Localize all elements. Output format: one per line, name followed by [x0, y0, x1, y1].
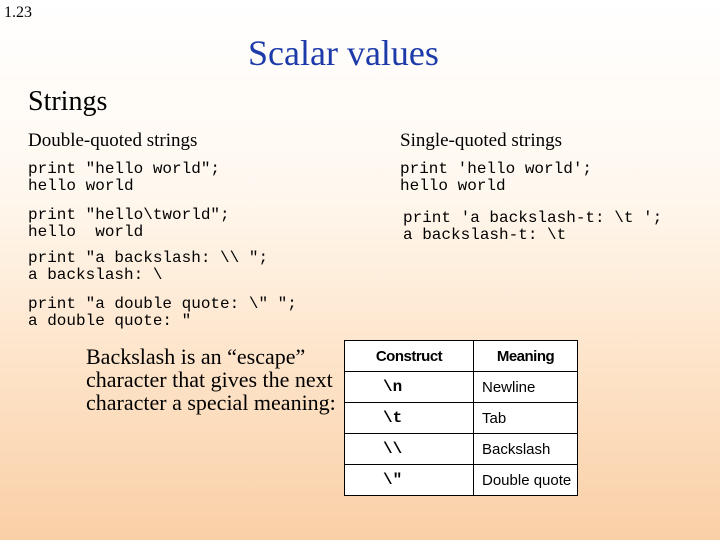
construct-cell: \n [345, 372, 474, 403]
output-line: a backslash-t: \t [403, 226, 567, 244]
construct-cell: \t [345, 403, 474, 434]
output-line: a backslash: \ [28, 266, 163, 284]
code-line: print "a double quote: \" "; [28, 295, 297, 313]
code-line: print 'a backslash-t: \t '; [403, 209, 663, 227]
output-line: hello world [28, 223, 144, 241]
escape-table [344, 340, 578, 496]
slide-title: Scalar values [248, 33, 439, 73]
table-row [345, 403, 578, 434]
escape-note: Backslash is an “escape” character that gives the next character a special meaning: [86, 344, 336, 415]
construct-header: Construct [345, 341, 474, 372]
output-line: hello world [28, 177, 134, 195]
meaning-cell: Tab [474, 403, 578, 434]
code-line: print 'hello world'; [400, 160, 593, 178]
meaning-cell: Double quote [474, 465, 578, 496]
output-line: hello world [400, 177, 506, 195]
table-row [345, 372, 578, 403]
code-line: print "hello\tworld"; [28, 206, 230, 224]
meaning-cell: Newline [474, 372, 578, 403]
construct-cell: \\ [345, 434, 474, 465]
table-row [345, 465, 578, 496]
double-quoted-heading: Double-quoted strings [28, 130, 198, 151]
slide-subtitle: Strings [28, 86, 108, 117]
meaning-header: Meaning [474, 341, 578, 372]
code-line: print "hello world"; [28, 160, 221, 178]
meaning-cell: Backslash [474, 434, 578, 465]
single-quoted-heading: Single-quoted strings [400, 130, 563, 151]
slide-number: 1.23 [4, 4, 32, 21]
code-line: print "a backslash: \\ "; [28, 249, 269, 267]
construct-cell: \" [345, 465, 474, 496]
table-row [345, 434, 578, 465]
output-line: a double quote: " [28, 312, 192, 330]
table-header-row [345, 341, 578, 372]
